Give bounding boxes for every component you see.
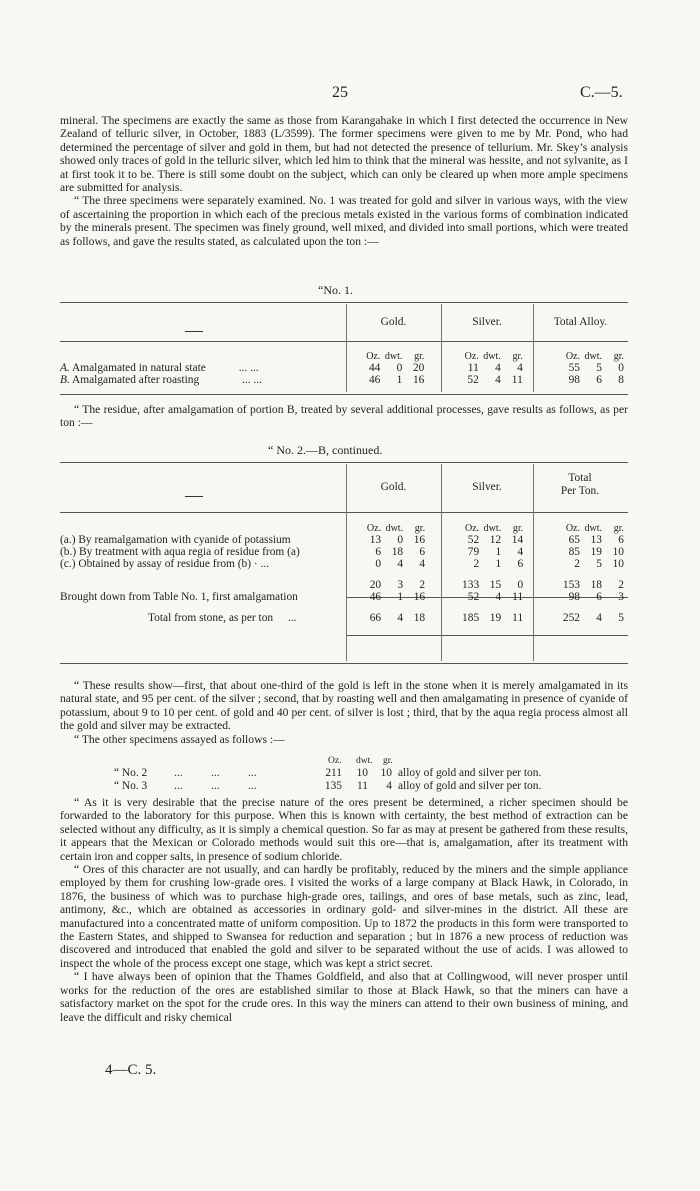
- paragraph-2: “ The three specimens were separately examined. No. 1 was treated for gold and silver in various ways, with the view of ascertaining the proportion in which each of the precious metals existed in the various forms of combination indicated by the minerals present. The specimen was finely ground, well mixed, and divided into small portions, which were treated as follows, and gave the results stated, as calculated upon the ton :—: [60, 194, 628, 248]
- assay-oz: 135: [324, 780, 342, 792]
- subtotal-row: 20 3 2 133 15 0 153 18 2: [369, 579, 624, 591]
- row-prefix: A.: [60, 362, 70, 374]
- table1-body: [60, 351, 628, 386]
- table-row: (a.) By reamalgamation with cyanide of potassium 13 0 16 52 12 14 65 13 6: [60, 534, 624, 546]
- table1-caption: “No. 1.: [318, 283, 353, 297]
- assay-desc: alloy of gold and silver per ton.: [398, 767, 542, 779]
- assay-oz: 211: [325, 767, 342, 779]
- table2-header-gold: Gold.: [380, 481, 407, 493]
- paragraph-5: “ The other specimens assayed as follows :—: [74, 732, 285, 746]
- assay-desc: alloy of gold and silver per ton.: [398, 780, 542, 792]
- table-row: B. Amalgamated after roasting ... ... 46 1 16 52 4 11 98 6 8: [60, 374, 624, 386]
- paragraph-1: mineral. The specimens are exactly the same as those from Karangahake in which I first detected the occurrence in New Zealand of telluric silver, in October, 1883 (L/3599). The former specimens were given to me by Mr. Pond, who had determined the percentage of silver and gold in them, but had not detected the presence of tellurium. Mr. Skey’s analysis showed only traces of gold in the telluric silver, which led him to think that the mineral was hessite, and not sylvanite, as I at first took it to be. There is still some doubt on the subject, which can only be cleared up when more ample specimens are submitted for analysis.: [60, 114, 628, 195]
- row-label: Amalgamated in natural state: [72, 362, 206, 374]
- table2-bottom-rule: [60, 663, 628, 664]
- table1-header-rule: [60, 341, 628, 342]
- table2-units-row: Oz. dwt. gr. Oz. dwt. gr. Oz. dwt. gr.: [366, 523, 624, 534]
- table2-total-rule: [346, 635, 628, 636]
- assay-label: “ No. 3: [114, 780, 148, 792]
- results-text: [60, 679, 628, 746]
- table-row: (b.) By treatment with aqua regia of residue from (a) 6 18 6 79 1 4 85 19 10: [60, 546, 624, 558]
- assay-list: [60, 756, 628, 793]
- unit-oz: Oz.: [328, 756, 342, 766]
- row-prefix: B.: [60, 374, 70, 386]
- assay-units: [60, 756, 628, 767]
- leader-dots: ... ...: [242, 374, 262, 386]
- table1-header-gold: Gold.: [380, 316, 407, 328]
- assay-gr: 4: [386, 780, 392, 792]
- leader-dots: ... ... ...: [174, 767, 257, 779]
- table2-body: [60, 523, 628, 624]
- table1-units-row: Oz. dwt. gr. Oz. dwt. gr. Oz. dwt. gr.: [366, 351, 624, 362]
- row-label: Total from stone, as per ton: [148, 612, 274, 624]
- brought-down-row: Brought down from Table No. 1, first amalgamation 46 1 16 52 4 11 98 6 3: [60, 591, 624, 603]
- unit-gr: gr.: [383, 756, 393, 766]
- paragraph-6: “ As it is very desirable that the precise nature of the ores present be determined, a richer specimen should be forwarded to the laboratory for this purpose. When this is known with certainty, the best method of extraction can be selected without any difficulty, as it is simply a chemical question. So far as may at present be gathered from these results, it appears that the Mexican or Colorado methods would suit this ore—that is, amalgamation, after its treatment with certain iron and copper salts, in presence of sodium chloride.: [60, 796, 628, 863]
- page-header: [0, 84, 700, 104]
- table2-header-total: Total Per Ton.: [560, 472, 600, 497]
- table2-blank-header: [185, 487, 203, 505]
- intro-text: [60, 114, 628, 248]
- table2-header-silver: Silver.: [472, 481, 502, 493]
- residue-text: [60, 403, 628, 430]
- assay-gr: 10: [380, 767, 392, 779]
- closing-text: [60, 796, 628, 1024]
- table2-top-rule: [60, 462, 628, 463]
- table1-blank-header: [185, 322, 203, 340]
- row-label: (c.) Obtained by assay of residue from (b) · ...: [60, 558, 270, 570]
- table1-header-silver: Silver.: [472, 316, 502, 328]
- paragraph-4: “ These results show—first, that about one-third of the gold is left in the stone when it is merely amalgamated in its natural state, and 95 per cent. of the silver ; second, that by roasting well and then amalgamating in presence of cyanide of potassium, about 9 to 10 per cent. of gold and 40 per cent. of silver is lost ; third, that by the aqua regia process almost all the gold and silver may be extracted.: [60, 679, 628, 733]
- section-code: C.—5.: [580, 84, 623, 101]
- assay-dwt: 11: [357, 780, 368, 792]
- assay-label: “ No. 2: [114, 767, 148, 779]
- leader-dots: ...: [287, 612, 297, 624]
- list-item: [60, 767, 628, 780]
- table-row: (c.) Obtained by assay of residue from (b) · ... 0 4 4 2 1 6 2 5 10: [60, 558, 624, 570]
- list-item: [60, 780, 628, 793]
- paragraph-7: “ Ores of this character are not usually, and can hardly be profitably, reduced by the miners and the simple appliance employed by them for crushing low-grade ores. I visited the works of a large company at Black Hawk, in Colorado, in 1876, the business of which was to purchase high-grade ores, tailings, and ores of base metals, such as zinc, lead, antimony, &c., which are obtained as accessories in ordinary gold- and silver-mines in the district. All these are manufactured into a concentrated matte of uniform composition. Up to 1872 the products in this form were transported to the Eastern States, and shipped to Swansea for reduction and separation ; but in 1876 a new process of reduction was discovered and introduced that enabled the gold and silver to be separated without the use of acids. I was allowed to inspect the whole of the process except one stage, which was kept a strict secret.: [60, 863, 628, 970]
- table2-header-rule: [60, 512, 628, 513]
- table1-bottom-rule: [60, 394, 628, 395]
- row-label: (a.) By reamalgamation with cyanide of potassium: [60, 534, 291, 546]
- paragraph-3: “ The residue, after amalgamation of portion B, treated by several additional processes, gave results as follows, as per ton :—: [60, 403, 628, 430]
- row-label: Amalgamated after roasting: [72, 374, 200, 386]
- page-number: 25: [332, 84, 348, 101]
- leader-dots: ... ...: [238, 362, 259, 374]
- paragraph-8: “ I have always been of opinion that the Thames Goldfield, and also that at Collingwood, will never prosper until works for the reduction of the ores are established similar to those at Black Hawk, so that the miners can have a satisfactory market on the spot for the crude ores. In this way the miners can attend to their own business of mining, and leave the difficult and risky chemical: [60, 970, 628, 1024]
- footer-signature: 4—C. 5.: [105, 1062, 157, 1078]
- table-row: A. Amalgamated in natural state ... ... 44 0 20 11 4 4 55 5 0: [60, 362, 624, 374]
- unit-dwt: dwt.: [356, 756, 373, 766]
- grand-total-row: Total from stone, as per ton ... 66 4 18 185 19 11 252 4 5: [148, 612, 624, 624]
- table1-header-total: Total Alloy.: [553, 316, 608, 328]
- row-label: Brought down from Table No. 1, first amalgamation: [60, 591, 298, 603]
- table1-top-rule: [60, 302, 628, 303]
- table2-caption: “ No. 2.—B, continued.: [268, 443, 383, 457]
- assay-dwt: 10: [356, 767, 368, 779]
- leader-dots: ... ... ...: [174, 780, 257, 792]
- row-label: (b.) By treatment with aqua regia of residue from (a): [60, 546, 300, 558]
